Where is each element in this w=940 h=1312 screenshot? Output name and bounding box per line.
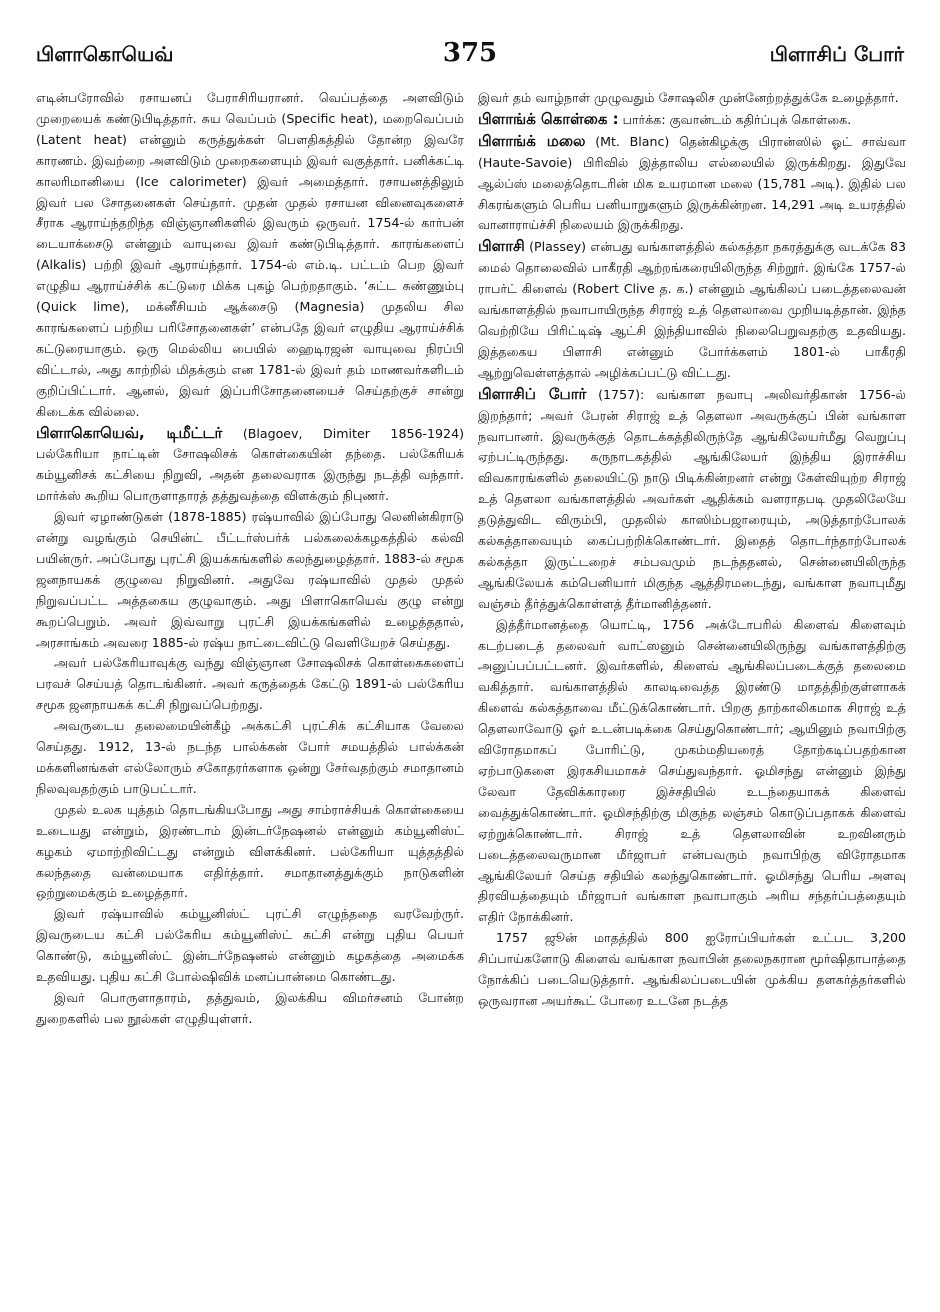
- page-number: 375: [442, 38, 498, 68]
- paragraph: அவருடைய தலைமையின்கீழ் அக்கட்சி புரட்சிக் கட்சியாக வேலை செய்தது. 1912, 13-ல் நடந்த பால்க்கன் போர் சமயத்தில் பால்க்கன் மக்களினங்கள் எல்லோரும் சகோதரர்களாக ஒன்று சேர்வதற்கும் சமாதானம் நிலவுவதற்கும் பாடுபட்டார்.: [36, 718, 464, 796]
- header-left-word: பிளாகொயெவ்: [36, 42, 174, 66]
- entry-plassey: [478, 236, 906, 383]
- paragraph: இவர் ஏழாண்டுகள் (1878-1885) ரஷ்யாவில் இப்போது லெனின்கிராடு என்று வழங்கும் செயின்ட் பீட்டர்ஸ்பர்க் பல்கலைக்கழகத்தில் கல்வி பயின்ருர். அப்போது புரட்சி இயக்கங்களில் கலந்துழைத்தார். 1883-ல் சமூக ஜனநாயகக் குழுவை நிறுவினர். அதுவே ரஷ்யாவில் முதல் முதல் நிறுவப்பட்ட அத்தகைய குழுவாகும். அது பிளாகொயெவ் குழு என்று கூறப்பெறும். அவர் இவ்வாறு புரட்சி இயக்கங்களில் உழைத்ததால், அரசாங்கம் அவரை 1885-ல் ரஷ்ய நாட்டைவிட்டு வெளியேறச் செய்தது.: [36, 509, 464, 650]
- entry-headword: பிளாங்க் கொள்கை :: [478, 109, 619, 128]
- entry-blagoev: [36, 423, 464, 508]
- entry-text: (Blagoev, Dimiter 1856-1924) பல்கேரியா நாட்டின் சோஷலிசக் கொள்கையின் தந்தை. பல்கேரியக் கம்யூனிசக் கட்சியை நிறுவி, அதன் தலைவராக இருந்து நடத்தி வந்தார். மார்க்ஸ் கூறிய பொருளாதாரத் தத்துவத்தை விளக்கும் நிபுணர்.: [36, 425, 464, 504]
- entry-headword: பிளாசிப் போர்: [478, 384, 587, 403]
- entry-planck-theory: [478, 109, 906, 131]
- entry-headword: பிளாசி: [478, 237, 525, 256]
- paragraph: முதல் உலக யுத்தம் தொடங்கியபோது அது சாம்ராச்சியக் கொள்கையை உடையது என்றும், இரண்டாம் இன்டர்நேஷனல் என்னும் கம்யூனிஸ்ட் கழகம் ஏமாற்றிவிட்டது என்றும் விளக்கினர். பல்கேரியா யுத்தத்தில் கலந்ததை வன்மையாக எதிர்த்தார். சமாதானத்துக்கும் நாடுகளின் ஒற்றுமைக்கும் உழைத்தார்.: [36, 801, 464, 901]
- paragraph: இவர் ரஷ்யாவில் கம்யூனிஸ்ட் புரட்சி எழுந்ததை வரவேற்ருர். இவருடைய கட்சி பல்கேரிய கம்யூனிஸ்ட் கட்சி என்று புதிய பெயர் கொண்டு, கம்யூனிஸ்ட் இன்டர்நேஷனல் என்னும் கழகத்தை அமைக்க உதவியது. புதிய கட்சி போல்ஷிவிக் மனப்பான்மை கொண்டது.: [36, 906, 464, 985]
- entry-headword: பிளாகொயெவ், டிமீட்டர்: [36, 423, 223, 442]
- left-column: [36, 88, 464, 1298]
- paragraph: இவர் பொருளாதாரம், தத்துவம், இலக்கிய விமர்சனம் போன்ற துறைகளில் பல நூல்கள் எழுதியுள்ளர்.: [36, 989, 464, 1026]
- entry-text: (1757): வங்காள நவாபு அலிவர்திகான் 1756-ல் இறந்தார்; அவர் பேரன் சிராஜ் உத் தௌலா அவருக்குப் பின் வங்காள நவாபானர். இவருக்குத் தொடக்கத்திலிருந்தே ஆங்கிலேயர்மீது வெறுப்பு ஏற்பட்டிருந்தது. கருநாடகத்தில் ஆங்கிலேயர் இந்திய இராச்சிய விவகாரங்களில் தலையிட்டு நாடு பிடிக்கின்றனர் என்று கேள்வியுற்ற சிராஜ் உத் தௌலா வங்காளத்தில் அவர்கள் ஆதிக்கம் வளராதபடி முதலிலேயே தடுத்துவிட விரும்பி, முதலில் காஸிம்பஜாரையும், அடுத்தாற்போலக் கல்கத்தாவையும் கைப்பற்றிக்கொண்டார். இதைத் தொடர்ந்தாற்போலக் கல்கத்தா இருட்டறைச் சம்பவமும் நடந்ததனல், சென்னையிலிருந்த ஆங்கிலேயக் கம்பெனியார் மிகுந்த ஆத்திரமடைந்து, வங்காள நவாபுமீது வஞ்சம் தீர்த்துக்கொள்ளத் தீர்மானித்தனர்.: [478, 386, 906, 611]
- paragraph-black-continued: எடின்பரோவில் ரசாயனப் பேராசிரியரானர். வெப்பத்தை அளவிடும் முறையைக் கண்டுபிடித்தார். சுய வெப்பம் (Specific heat), மறைவெப்பம் (Latent heat) என்னும் கருத்துக்கள் பௌதிகத்தில் தோன்ற இவரே காரணம். இவற்றை அளவிடும் முறைகளையும் இவர் வகுத்தார். பனிக்கட்டி காலரிமானியை (Ice calorimeter) இவர் அமைத்தார். ரசாயனத்திலும் இவர் பல சோதனைகள் செய்தார். முதன் முதல் ரசாயன வினைவுகளைச் சீராக ஆராய்ந்தறிந்த விஞ்ஞானிகளில் இவரும் ஒருவர். 1754-ல் கார்பன் டையாக்சைடு என்னும் வாயுவை இவர் கண்டுபிடித்தார். காரங்களைப் (Alkalis) பற்றி இவர் ஆராய்ந்தார். 1754-ல் எம்.டி. பட்டம் பெற இவர் எழுதிய ஆராய்ச்சிக் கட்டுரை மிக்க புகழ் பெற்றதாகும். ‘சுட்ட சுண்ணும்பு (Quick lime), மக்னீசியம் ஆக்சைடு (Magnesia) முதலிய சில காரங்களைப் பற்றிய பரிசோதனைகள்’ என்பதே இவர் எழுதிய ஆராய்ச்சிக் கட்டுரையாகும். ஒரு மெல்லிய பையில் ஹைடிரஜன் வாயுவை நிரப்பி விட்டால், அது காற்றில் மிதக்கும் என 1781-ல் இவர் தம் மாணவர்களிடம் குறிப்பிட்டார். ஆனல், இவர் இப்பரிசோதனையைச் செய்தற்குச் சான்று கிடைக்க வில்லை.: [36, 90, 464, 419]
- entry-text: (Mt. Blanc) தென்கிழக்கு பிரான்ஸில் ஓட் சாவ்வா (Haute-Savoie) பிரிவில் இத்தாலிய எல்லையில் இருக்கிறது. இதுவே ஆல்ப்ஸ் மலைத்தொடரின் மிக உயரமான மலை (15,781 அடி). இதில் பல சிகரங்களும் பெரிய பனியாறுகளும் இருக்கின்றன. 14,291 அடி உயரத்தில் வானாராய்ச்சி நிலையம் இருக்கிறது.: [478, 133, 906, 233]
- entry-battle-of-plassey: [478, 384, 906, 615]
- page-header: [36, 38, 904, 78]
- entry-text: பார்க்க: குவான்டம் கதிர்ப்புக் கொள்கை.: [618, 111, 852, 127]
- right-column: [478, 88, 906, 1298]
- paragraph: இத்தீர்மானத்தை யொட்டி, 1756 அக்டோபரில் கிளைவ் கிளைவும் கடற்படைத் தலைவர் வாட்ஸனும் சென்னையிலிருந்து வங்காளத்திற்கு அனுப்பப்பட்டனர். இவர்களில், கிளைவ் ஆங்கிலப்படைக்குத் தலைமை வகித்தார். வங்காளத்தில் காலடிவைத்த இரண்டு மாதத்திற்குள்ளாகக் கிளைவ் கல்கத்தாவை மீட்டுக்கொண்டார். பிறகு தாற்காலிகமாக சிராஜ் உத் தௌலாவோடு ஓர் உடன்படிக்கை செய்துகொண்டார்; ஆயினும் நவாபிற்கு விரோதமாகப் போரிட்டு, முகம்மதியரைத் தோற்கடிப்பதற்கான ஏற்பாடுகளை இரகசியமாகச் செய்துவந்தார். ஓமிசந்து என்னும் இந்து லேவா தேவிக்காரரை இச்சதியில் உடந்தையாகக் கிளைவ் வைத்துக்கொண்டார். ஓமிசந்திற்கு மிகுந்த லஞ்சம் கொடுப்பதாகக் கிளைவ் ஏற்றுக்கொண்டார். சிராஜ் உத் தௌலாவின் உறவினரும் படைத்தலைவருமான மீர்ஜாபர் என்பவரும் நவாபிற்கு விரோதமாக ஆங்கிலேயர் செய்த சதியில் கலந்துகொண்டார். ஓமிசந்து பெரிய அளவு திரவியத்தையும் மீர்ஜாபர் வங்காள நவாபாகும் அரிய சந்தர்ப்பத்தையும் எதிர் நோக்கினர்.: [478, 616, 906, 925]
- entry-mont-blanc: [478, 131, 906, 237]
- header-right-word: பிளாசிப் போர்: [769, 42, 904, 66]
- paragraph: அவர் பல்கேரியாவுக்கு வந்து விஞ்ஞான சோஷலிசக் கொள்கைகளைப் பரவச் செய்யத் தொடங்கினர். அவர் கருத்தைக் கேட்டு 1891-ல் பல்கேரிய சமூக ஜனநாயகக் கட்சி நிறுவப்பெற்றது.: [36, 655, 464, 713]
- entry-headword: பிளாங்க் மலை: [478, 131, 586, 150]
- paragraph-continued: இவர் தம் வாழ்நாள் முழுவதும் சோஷலிச முன்னேற்றத்துக்கே உழைத்தார்.: [478, 90, 899, 105]
- entry-text: (Plassey) என்பது வங்காளத்தில் கல்கத்தா நகரத்துக்கு வடக்கே 83 மைல் தொலைவில் பாகீரதி ஆற்றங்கரையிலிருந்த சிற்றூர். இங்கே 1757-ல் ராபர்ட் கிளைவ் (Robert Clive த. க.) என்னும் ஆங்கிலப் படைத்தலைவன் வங்காளத்தில் நவாபாயிருந்த சிராஜ் உத் தௌலாவை முறியடித்தான். இந்த வெற்றியே பிரிட்டிஷ் ஆட்சி இந்தியாவில் நிலைபெறுவதற்கு உதவியது. இத்தகைய பிளாசி என்னும் போர்க்களம் 1801-ல் பாகீரதி ஆற்றுவெள்ளத்தால் அழிக்கப்பட்டு விட்டது.: [478, 239, 906, 380]
- paragraph: 1757 ஜூன் மாதத்தில் 800 ஐரோப்பியர்கள் உட்பட 3,200 சிப்பாய்களோடு கிளைவ் வங்காள நவாபின் தலைநகரான மூர்ஷிதாபாத்தை நோக்கிப் படையெடுத்தார். ஆங்கிலப்படையின் முக்கிய தளகர்த்தர்களில் ஒருவரான அயர்கூட் போரை உடனே நடத்த: [478, 930, 906, 1008]
